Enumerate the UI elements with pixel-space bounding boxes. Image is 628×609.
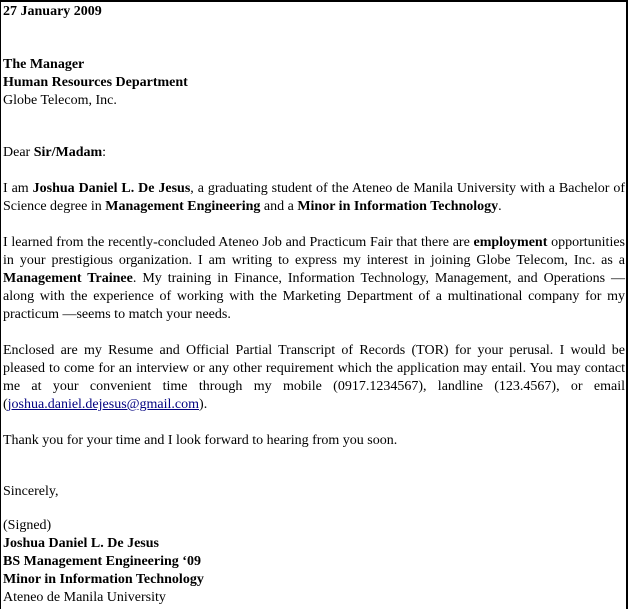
text-segment: Thank you for your time and I look forward to hearing from you soon.	[3, 433, 398, 448]
text-segment: employment	[473, 235, 548, 250]
text-segment: Minor in Information Technology	[297, 199, 499, 214]
salutation	[3, 144, 625, 162]
text-segment: I am	[3, 181, 33, 196]
signature-line: Joshua Daniel L. De Jesus	[3, 536, 159, 551]
text-segment: Management Engineering	[105, 199, 261, 214]
text-segment: Joshua Daniel L. De Jesus	[32, 181, 191, 196]
text-segment: , a graduating student of the Ateneo de Manila University with a Bachelor of Science degree in	[3, 181, 626, 214]
email-link[interactable]: joshua.daniel.dejesus@gmail.com	[7, 397, 200, 412]
signature-line: Minor in Information Technology	[3, 572, 204, 587]
signature-block	[3, 517, 625, 607]
text-segment: ).	[199, 397, 208, 412]
text-segment: Sir/Madam	[33, 145, 103, 160]
text-segment: . My training in Finance, Information Technology, Management, and Operations —along with the experience of working with the Marketing Department of a multinational company for my practicum —seems to match your needs.	[3, 271, 626, 322]
paragraph-introduction	[3, 180, 625, 216]
text-segment: Dear	[3, 145, 34, 160]
text-segment: and a	[260, 199, 298, 214]
text-segment: I learned from the recently-concluded Ateneo Job and Practicum Fair that there are	[3, 235, 474, 250]
signature-line: (Signed)	[3, 518, 52, 533]
paragraph-interest	[3, 234, 625, 324]
recipient-address	[3, 56, 625, 110]
paragraph-thanks	[3, 432, 625, 450]
recipient-line: The Manager	[3, 57, 85, 72]
text-segment: opportunities in your prestigious organization. I am writing to express my interest in joining Globe Telecom, Inc. as a	[3, 235, 625, 268]
cover-letter-page	[1, 2, 626, 607]
text-segment: :	[102, 145, 107, 160]
recipient-line: Globe Telecom, Inc.	[3, 93, 117, 108]
closing: Sincerely,	[3, 484, 59, 499]
paragraph-contact	[3, 342, 625, 414]
recipient-line: Human Resources Department	[3, 75, 188, 90]
letter-date: 27 January 2009	[3, 4, 102, 19]
signature-line: Ateneo de Manila University	[3, 590, 166, 605]
signature-line: BS Management Engineering ‘09	[3, 554, 201, 569]
text-segment: Enclosed are my Resume and Official Partial Transcript of Records (TOR) for your perusal. I would be pleased to come for an interview or any other requirement which the application may entail. You may contact me at your convenient time through my mobile (0917.1234567), landline (123.4567), or email (	[3, 343, 625, 412]
text-segment: Management Trainee	[3, 271, 133, 286]
text-segment: .	[498, 199, 502, 214]
